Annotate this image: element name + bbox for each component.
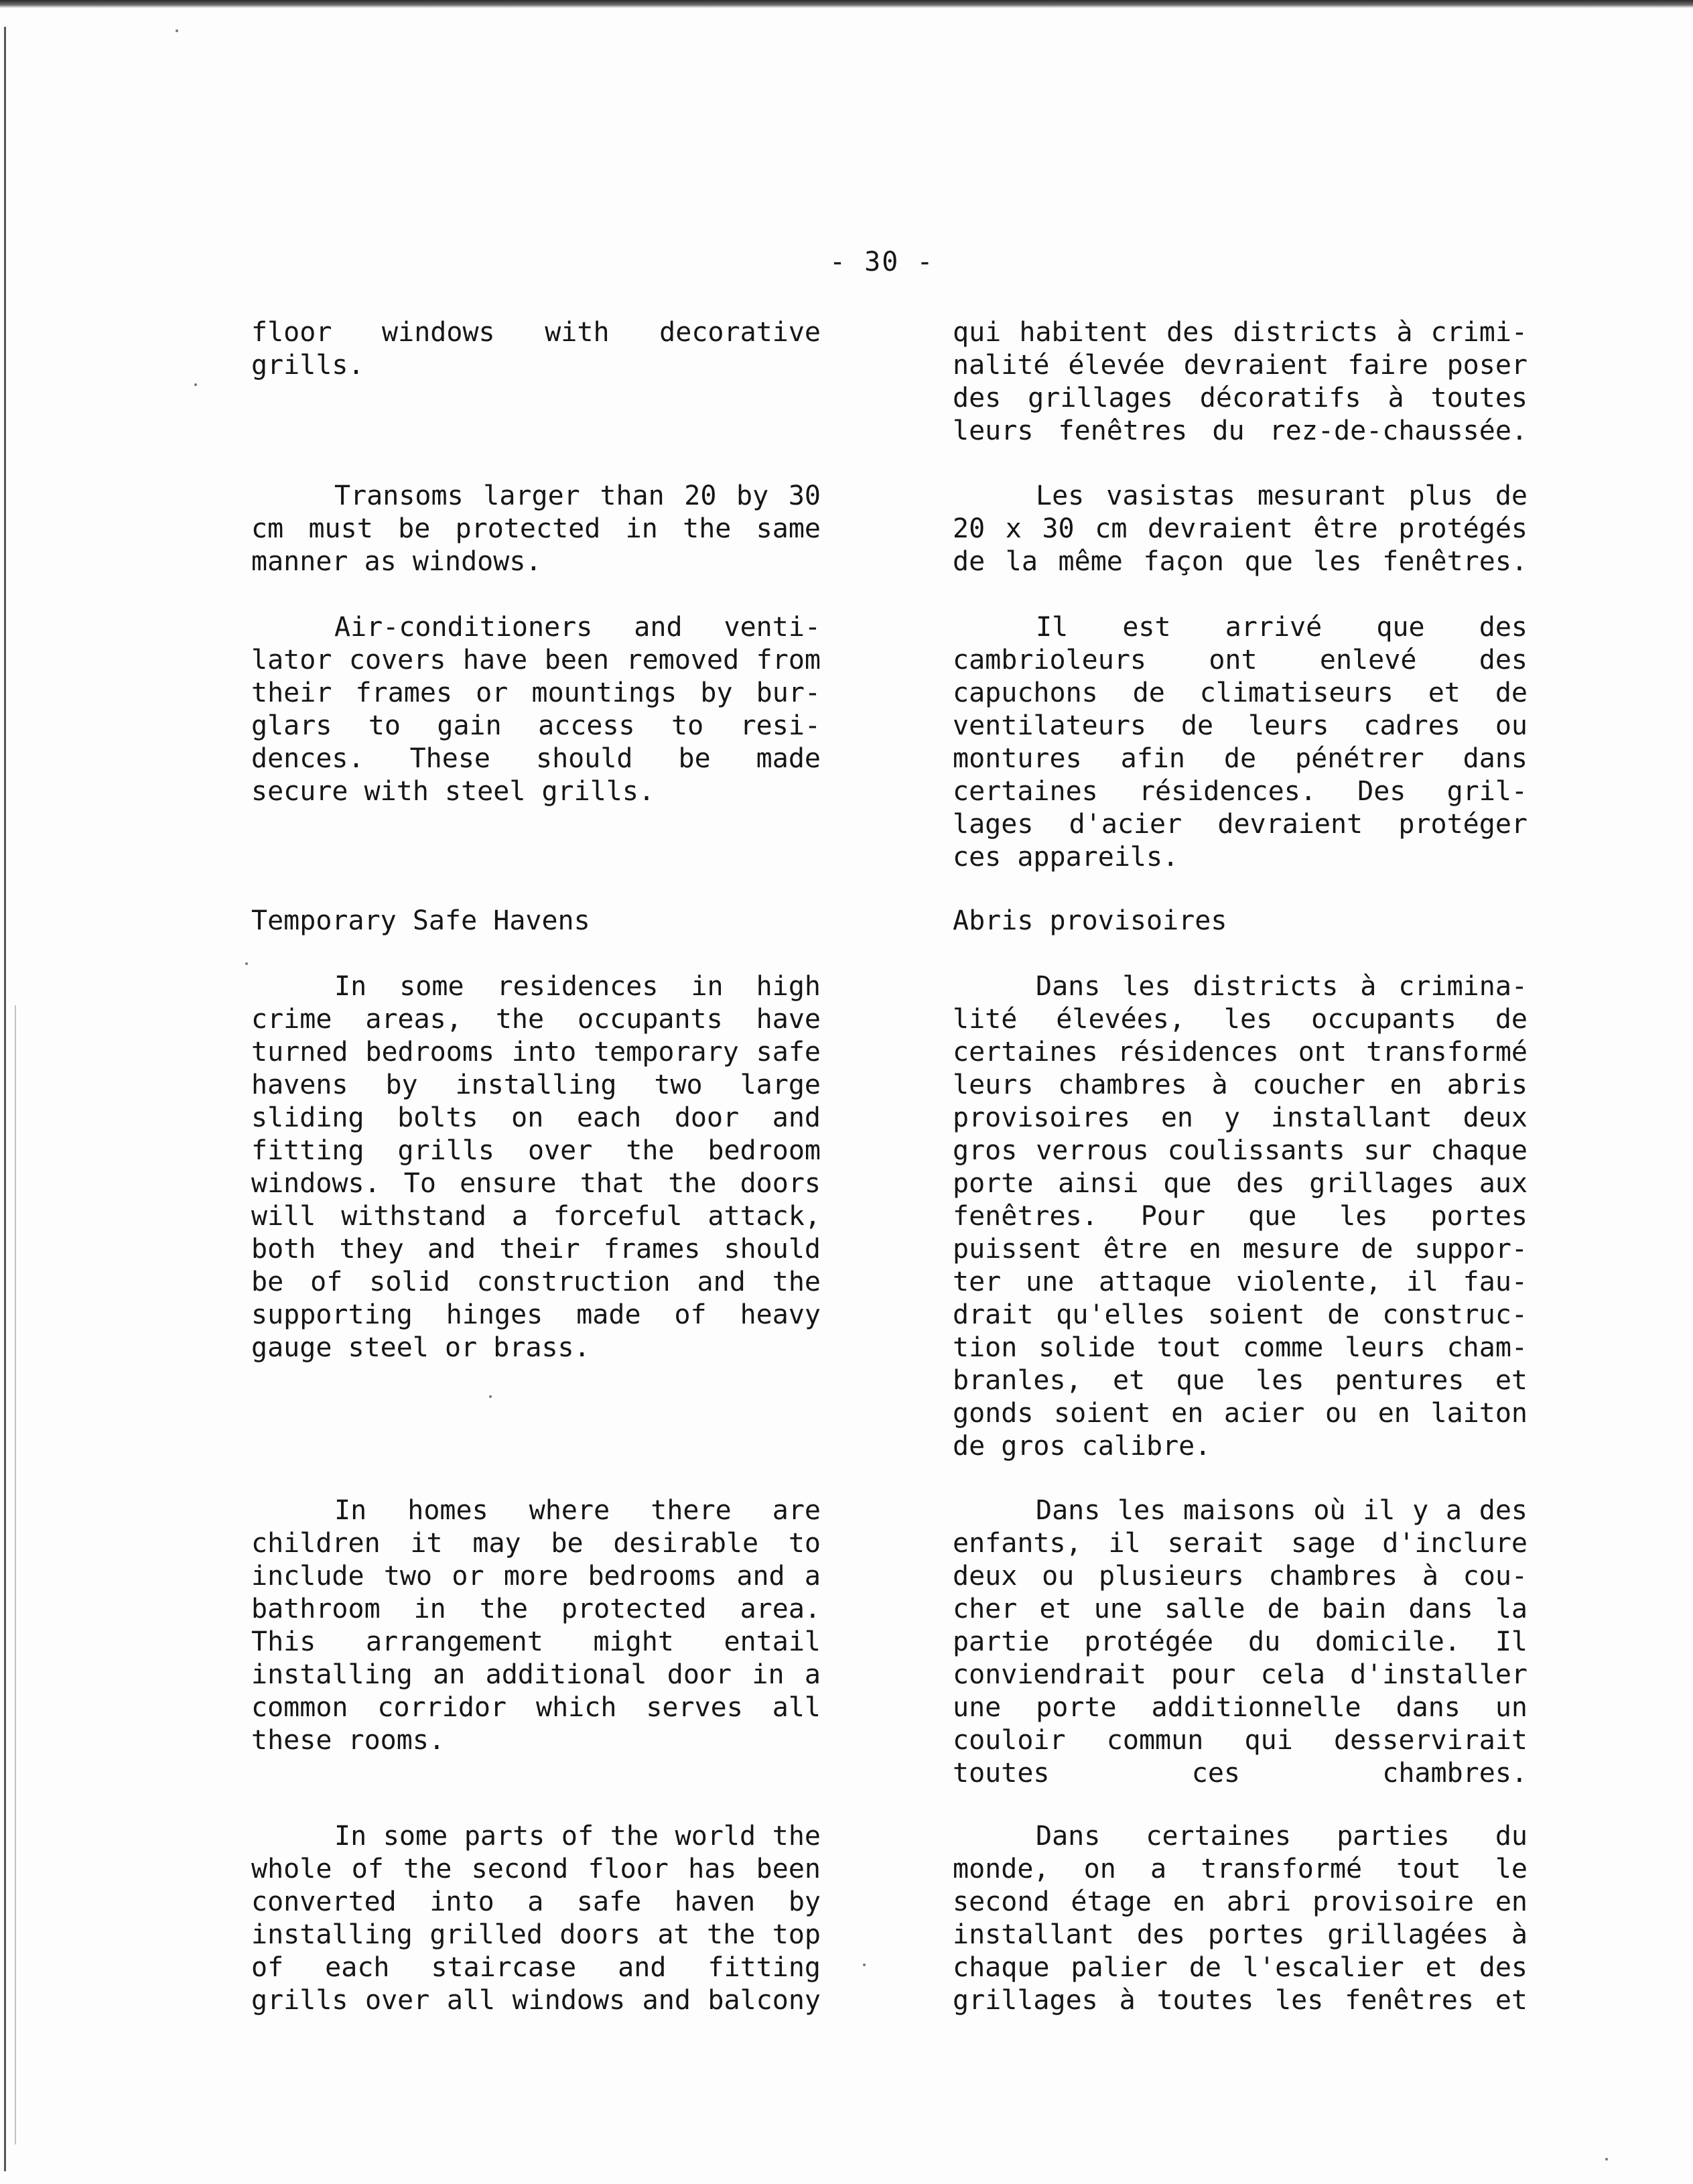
text-line: monde, on a transformé tout le (953, 1854, 1528, 1884)
text-line: glars to gain access to resi- (251, 710, 821, 741)
text-line: partie protégée du domicile. Il (953, 1626, 1528, 1657)
scan-speck (863, 1964, 866, 1966)
text-line: In homes where there are (334, 1495, 821, 1526)
scan-speck (489, 1395, 492, 1398)
text-line: Les vasistas mesurant plus de (1036, 480, 1528, 511)
text-line: de la même façon que les fenêtres. (953, 546, 1528, 577)
text-line: tion solide tout comme leurs cham- (953, 1332, 1528, 1363)
text-line: these rooms. (251, 1725, 445, 1756)
text-line: In some parts of the world the (334, 1821, 821, 1852)
text-line: bathroom in the protected area. (251, 1594, 821, 1624)
text-line: be of solid construction and the (251, 1267, 821, 1297)
text-line: montures afin de pénétrer dans (953, 743, 1528, 774)
english-paragraph-children (251, 1494, 821, 1757)
scan-speck (176, 29, 178, 32)
text-line: include two or more bedrooms and a (251, 1561, 821, 1592)
text-line: lator covers have been removed from (251, 645, 821, 676)
text-line: converted into a safe haven by (251, 1886, 821, 1917)
text-line: both they and their frames should (251, 1234, 821, 1265)
scan-left-edge (4, 27, 6, 2171)
text-line: windows. To ensure that the doors (251, 1168, 821, 1199)
text-line: Dans certaines parties du (1036, 1821, 1528, 1852)
text-line: Air-conditioners and venti- (334, 612, 821, 643)
text-line: ter une attaque violente, il fau- (953, 1267, 1528, 1297)
text-line: couloir commun qui desservirait (953, 1725, 1528, 1756)
text-line: une porte additionnelle dans un (953, 1692, 1528, 1723)
text-line: will withstand a forceful attack, (251, 1201, 821, 1232)
text-line: In some residences in high (334, 971, 821, 1002)
text-line: puissent être en mesure de suppor- (953, 1234, 1528, 1265)
text-line: installing an additional door in a (251, 1659, 821, 1690)
text-line: ces appareils. (953, 842, 1179, 873)
french-paragraph-climatiseurs (953, 611, 1528, 874)
text-line: certaines résidences. Des gril- (953, 776, 1528, 807)
french-paragraph-second-etage (953, 1820, 1528, 2017)
text-line: nalité élevée devraient faire poser (953, 350, 1528, 381)
text-line: deux ou plusieurs chambres à cou- (953, 1561, 1528, 1592)
scan-speck (194, 383, 197, 386)
text-line: 20 x 30 cm devraient être protégés (953, 513, 1528, 544)
text-line: floor windows with decorative (251, 317, 821, 348)
scan-left-edge-faint (15, 1005, 16, 2144)
text-line: Transoms larger than 20 by 30 (334, 480, 821, 511)
text-line: fitting grills over the bedroom (251, 1135, 821, 1166)
text-line: Dans les maisons où il y a des (1036, 1495, 1528, 1526)
text-line: turned bedrooms into temporary safe (251, 1037, 821, 1068)
text-line: of each staircase and fitting (251, 1952, 821, 1983)
text-line: leurs chambres à coucher en abris (953, 1070, 1528, 1100)
english-paragraph-second-floor (251, 1820, 821, 2017)
text-line: second étage en abri provisoire en (953, 1886, 1528, 1917)
text-line: cambrioleurs ont enlevé des (953, 645, 1528, 676)
text-line: Il est arrivé que des (1036, 612, 1528, 643)
scan-speck (1605, 2158, 1608, 2161)
text-line: leurs fenêtres du rez-de-chaussée. (953, 415, 1528, 446)
text-line: their frames or mountings by bur- (251, 678, 821, 708)
section-heading-english: Temporary Safe Havens (251, 905, 590, 936)
text-line: gauge steel or brass. (251, 1332, 590, 1363)
text-line: secure with steel grills. (251, 776, 655, 807)
text-line: des grillages décoratifs à toutes (953, 383, 1528, 413)
text-line: grills over all windows and balcony (251, 1985, 821, 2016)
text-line: conviendrait pour cela d'installer (953, 1659, 1528, 1690)
text-line: gros verrous coulissants sur chaque (953, 1135, 1528, 1166)
text-line: certaines résidences ont transformé (953, 1037, 1528, 1068)
text-line: enfants, il serait sage d'inclure (953, 1528, 1528, 1559)
text-line: cm must be protected in the same (251, 513, 821, 544)
text-line: qui habitent des districts à crimi- (953, 317, 1528, 348)
french-paragraph-enfants (953, 1494, 1528, 1790)
text-line: This arrangement might entail (251, 1626, 821, 1657)
text-line: gonds soient en acier ou en laiton (953, 1398, 1528, 1429)
text-line: de gros calibre. (953, 1431, 1211, 1462)
text-line: cher et une salle de bain dans la (953, 1594, 1528, 1624)
scan-top-edge (0, 0, 1693, 8)
text-line: toutes ces chambres. (953, 1758, 1528, 1789)
page-number: - 30 - (829, 247, 935, 277)
text-line: dences. These should be made (251, 743, 821, 774)
text-line: grills. (251, 350, 364, 381)
text-line: manner as windows. (251, 546, 542, 577)
english-paragraph-transoms (251, 480, 821, 578)
text-line: drait qu'elles soient de construc- (953, 1299, 1528, 1330)
text-line: porte ainsi que des grillages aux (953, 1168, 1528, 1199)
text-line: branles, et que les pentures et (953, 1365, 1528, 1396)
text-line: provisoires en y installant deux (953, 1102, 1528, 1133)
text-line: common corridor which serves all (251, 1692, 821, 1723)
text-line: fenêtres. Pour que les portes (953, 1201, 1528, 1232)
text-line: ventilateurs de leurs cadres ou (953, 710, 1528, 741)
text-line: whole of the second floor has been (251, 1854, 821, 1884)
french-paragraph-continuation (953, 316, 1528, 448)
english-paragraph-air-conditioners (251, 611, 821, 808)
text-line: installant des portes grillagées à (953, 1919, 1528, 1950)
english-paragraph-residences (251, 970, 821, 1364)
text-line: installing grilled doors at the top (251, 1919, 821, 1950)
text-line: chaque palier de l'escalier et des (953, 1952, 1528, 1983)
text-line: lité élevées, les occupants de (953, 1004, 1528, 1035)
text-line: children it may be desirable to (251, 1528, 821, 1559)
text-line: grillages à toutes les fenêtres et (953, 1985, 1528, 2016)
text-line: supporting hinges made of heavy (251, 1299, 821, 1330)
english-paragraph-continuation (251, 316, 821, 382)
text-line: crime areas, the occupants have (251, 1004, 821, 1035)
french-paragraph-residences (953, 970, 1528, 1463)
section-heading-french: Abris provisoires (953, 905, 1227, 936)
text-line: Dans les districts à crimina- (1036, 971, 1528, 1002)
scan-speck (245, 962, 248, 965)
text-line: havens by installing two large (251, 1070, 821, 1100)
text-line: sliding bolts on each door and (251, 1102, 821, 1133)
text-line: lages d'acier devraient protéger (953, 809, 1528, 840)
text-line: capuchons de climatiseurs et de (953, 678, 1528, 708)
french-paragraph-vasistas (953, 480, 1528, 578)
